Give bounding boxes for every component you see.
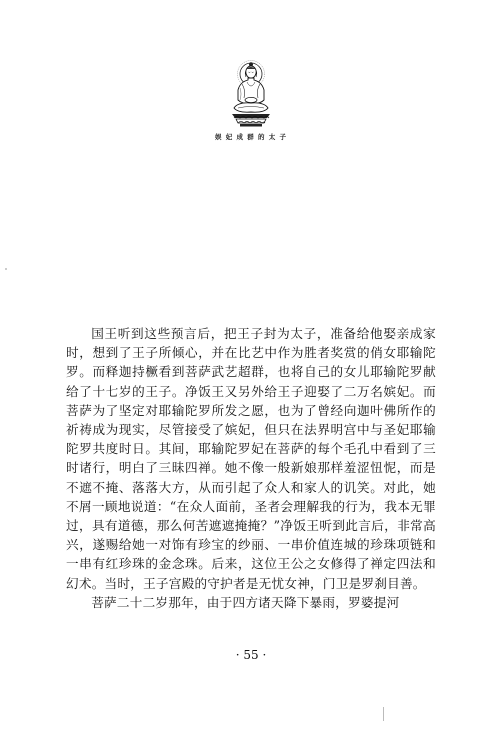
- paragraph-2: 菩萨二十二岁那年，由于四方诸天降下暴雨，罗婆提河: [91, 594, 400, 610]
- seated-buddha-icon: [228, 60, 274, 128]
- scan-speck: [5, 268, 7, 270]
- running-head-caption: 娱 妃 成 群 的 太 子: [214, 133, 288, 141]
- scan-margin-mark: [383, 707, 384, 721]
- body-text: [66, 324, 436, 612]
- page-number: · 55 ·: [235, 648, 267, 662]
- paragraph-1: 国王听到这些预言后，把王子封为太子，准备给他娶亲成家时，想到了王子所倾心，并在比艺中作为胜者奖赏的俏女耶输陀罗。而释迦持橛看到菩萨武艺超群，也将自己的女儿耶输陀罗献给了十七岁的王子。净饭王又另外给王子迎娶了二万名嫔妃。而菩萨为了坚定对耶输陀罗所发之愿，也为了曾经向迦叶佛所作的祈祷成为现实，尽管接受了嫔妃，但只在法界明宫中与圣妃耶输陀罗共度时日。其间，耶输陀罗妃在菩萨的每个毛孔中看到了三时诸行，明白了三昧四禅。她不像一般新娘那样羞涩忸怩，而是不遮不掩、落落大方，从而引起了众人和家人的讥笑。对此，她不屑一顾地说道：“在众人面前，圣者会理解我的行为，我本无罪过，具有道德，那么何苦遮遮掩掩？”净饭王听到此言后，非常高兴，遂赐给她一对饰有珍宝的纱丽、一串价值连城的珍珠项链和一串有红珍珠的金念珠。后来，这位王公之女修得了禅定四法和幻术。当时，王子宫殿的守护者是无忧女神，门卫是罗刹目善。: [66, 326, 436, 591]
